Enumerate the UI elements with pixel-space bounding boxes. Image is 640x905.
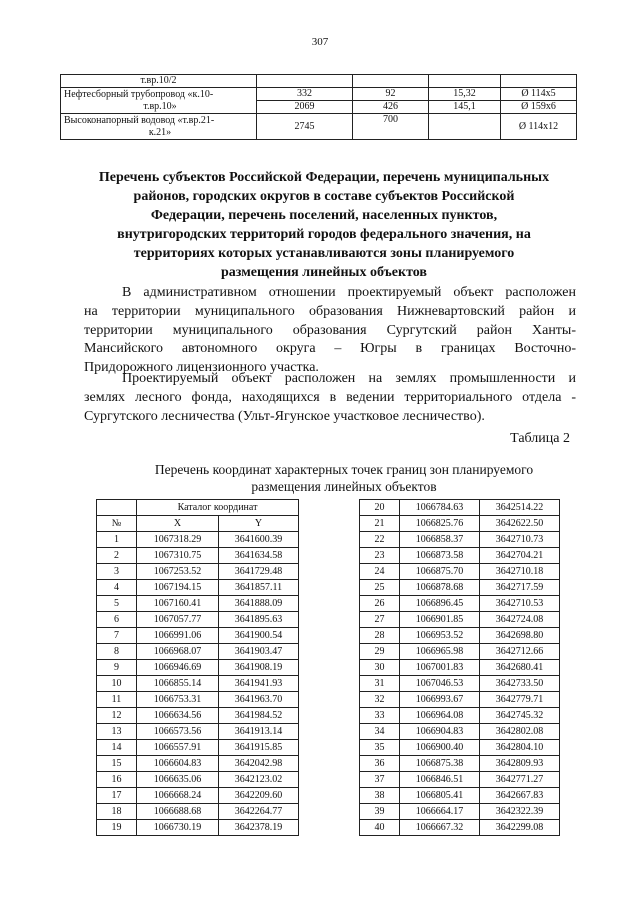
table-row	[360, 804, 560, 820]
point-number: 34	[360, 724, 400, 740]
table-cell	[429, 88, 501, 114]
y-coordinate: 3642322.39	[480, 804, 560, 820]
y-coordinate: 3642622.50	[480, 516, 560, 532]
point-number: 5	[97, 596, 137, 612]
x-coordinate: 1067057.77	[137, 612, 219, 628]
coordinates-table-right	[359, 499, 560, 836]
paragraph-line: территории муниципального образования Сургутский район Ханты-	[84, 322, 576, 338]
pipeline-table	[60, 74, 577, 140]
y-coordinate: 3642809.93	[480, 756, 560, 772]
point-number: 38	[360, 788, 400, 804]
table-cell	[429, 114, 501, 140]
table-row	[360, 580, 560, 596]
x-coordinate: 1066875.38	[400, 756, 480, 772]
x-coordinate: 1066968.07	[137, 644, 219, 660]
table-row	[61, 114, 577, 140]
table-cell: т.вр.10/2	[61, 75, 257, 88]
x-coordinate: 1066873.58	[400, 548, 480, 564]
table-cell: 700	[353, 114, 429, 140]
pipeline-name-line: Высоконапорный водовод «т.вр.21-	[64, 114, 215, 126]
pipeline-name	[61, 88, 257, 114]
table-row	[360, 660, 560, 676]
y-coordinate: 3641600.39	[219, 532, 299, 548]
point-number: 27	[360, 612, 400, 628]
point-number: 28	[360, 628, 400, 644]
point-number: 4	[97, 580, 137, 596]
y-coordinate: 3642771.27	[480, 772, 560, 788]
paragraph-line: Сургутского лесничества (Ульт-Ягунское участковое лесничество).	[84, 408, 485, 424]
table-row	[97, 628, 299, 644]
table-cell: 2745	[257, 114, 353, 140]
table-cell	[353, 75, 429, 88]
table-row	[360, 820, 560, 836]
x-coordinate: 1066753.31	[137, 692, 219, 708]
point-number: 31	[360, 676, 400, 692]
column-header-y: Y	[219, 516, 299, 532]
y-coordinate: 3642378.19	[219, 820, 299, 836]
point-number: 20	[360, 500, 400, 516]
cell-value: 2069	[257, 100, 352, 113]
table-cell	[429, 75, 501, 88]
header-row	[97, 500, 299, 516]
table-cell	[353, 88, 429, 114]
x-coordinate: 1067253.52	[137, 564, 219, 580]
table-row	[61, 75, 577, 88]
table-row	[360, 612, 560, 628]
table-row	[360, 628, 560, 644]
x-coordinate: 1066825.76	[400, 516, 480, 532]
point-number: 32	[360, 692, 400, 708]
heading-line: Федерации, перечень поселений, населенных пунктов,	[150, 208, 498, 223]
cell-value: 426	[353, 100, 428, 113]
x-coordinate: 1066855.14	[137, 676, 219, 692]
table-row	[360, 772, 560, 788]
y-coordinate: 3642802.08	[480, 724, 560, 740]
table-row	[97, 644, 299, 660]
section-heading	[70, 168, 578, 282]
heading-line: Перечень субъектов Российской Федерации, перечень муниципальных	[98, 170, 550, 185]
table-row	[360, 548, 560, 564]
point-number: 7	[97, 628, 137, 644]
cell-value: 145,1	[429, 100, 500, 113]
point-number: 3	[97, 564, 137, 580]
point-number: 8	[97, 644, 137, 660]
point-number: 35	[360, 740, 400, 756]
x-coordinate: 1066946.69	[137, 660, 219, 676]
table-row	[97, 564, 299, 580]
table-row	[97, 740, 299, 756]
table-row	[360, 676, 560, 692]
point-number: 18	[97, 804, 137, 820]
table-row	[360, 692, 560, 708]
point-number: 1	[97, 532, 137, 548]
table-cell	[501, 88, 577, 114]
y-coordinate: 3642704.21	[480, 548, 560, 564]
table-row	[360, 788, 560, 804]
y-coordinate: 3641941.93	[219, 676, 299, 692]
table-row	[97, 692, 299, 708]
x-coordinate: 1066904.83	[400, 724, 480, 740]
x-coordinate: 1067046.53	[400, 676, 480, 692]
y-coordinate: 3642779.71	[480, 692, 560, 708]
y-coordinate: 3642804.10	[480, 740, 560, 756]
table-row	[97, 580, 299, 596]
table-cell	[501, 75, 577, 88]
heading-line: размещения линейных объектов	[221, 265, 427, 280]
point-number: 14	[97, 740, 137, 756]
table-cell: Ø 114х12	[501, 114, 577, 140]
point-number: 11	[97, 692, 137, 708]
y-coordinate: 3642710.18	[480, 564, 560, 580]
x-coordinate: 1066965.98	[400, 644, 480, 660]
table-row	[360, 532, 560, 548]
x-coordinate: 1066878.68	[400, 580, 480, 596]
point-number: 25	[360, 580, 400, 596]
y-coordinate: 3642680.41	[480, 660, 560, 676]
x-coordinate: 1066846.51	[400, 772, 480, 788]
cell-value: 332	[297, 88, 312, 99]
y-coordinate: 3642123.02	[219, 772, 299, 788]
x-coordinate: 1066635.06	[137, 772, 219, 788]
x-coordinate: 1067160.41	[137, 596, 219, 612]
y-coordinate: 3642698.80	[480, 628, 560, 644]
table-row	[61, 88, 577, 114]
x-coordinate: 1066557.91	[137, 740, 219, 756]
point-number: 16	[97, 772, 137, 788]
x-coordinate: 1067194.15	[137, 580, 219, 596]
point-number: 19	[97, 820, 137, 836]
y-coordinate: 3642717.59	[480, 580, 560, 596]
table-row	[360, 724, 560, 740]
pipeline-name	[61, 114, 257, 140]
point-number: 21	[360, 516, 400, 532]
x-coordinate: 1066991.06	[137, 628, 219, 644]
x-coordinate: 1066858.37	[400, 532, 480, 548]
coordinates-body	[360, 500, 560, 836]
y-coordinate: 3641857.11	[219, 580, 299, 596]
x-coordinate: 1066896.45	[400, 596, 480, 612]
point-number: 6	[97, 612, 137, 628]
table-row	[97, 804, 299, 820]
point-number: 40	[360, 820, 400, 836]
y-coordinate: 3642667.83	[480, 788, 560, 804]
y-coordinate: 3641913.14	[219, 724, 299, 740]
table-row	[360, 756, 560, 772]
point-number: 29	[360, 644, 400, 660]
table-caption	[70, 461, 618, 495]
table-row	[97, 724, 299, 740]
paragraph-line: Придорожного лицензионного участка.	[84, 360, 319, 376]
table-row	[360, 596, 560, 612]
x-coordinate: 1066668.24	[137, 788, 219, 804]
y-coordinate: 3642209.60	[219, 788, 299, 804]
x-coordinate: 1066667.32	[400, 820, 480, 836]
point-number: 36	[360, 756, 400, 772]
table-row	[360, 564, 560, 580]
x-coordinate: 1066900.40	[400, 740, 480, 756]
caption-line: Перечень координат характерных точек границ зон планируемого	[154, 462, 534, 477]
point-number: 23	[360, 548, 400, 564]
x-coordinate: 1066964.08	[400, 708, 480, 724]
table-row	[97, 660, 299, 676]
heading-line: районов, городских округов в составе субъектов Российской	[133, 189, 515, 204]
point-number: 10	[97, 676, 137, 692]
y-coordinate: 3641900.54	[219, 628, 299, 644]
x-coordinate: 1067318.29	[137, 532, 219, 548]
catalog-header: Каталог координат	[137, 500, 299, 516]
table-row	[97, 772, 299, 788]
y-coordinate: 3642299.08	[480, 820, 560, 836]
x-coordinate: 1066604.83	[137, 756, 219, 772]
x-coordinate: 1067001.83	[400, 660, 480, 676]
point-number: 2	[97, 548, 137, 564]
x-coordinate: 1067310.75	[137, 548, 219, 564]
column-header-x: X	[137, 516, 219, 532]
table-row	[97, 820, 299, 836]
y-coordinate: 3641963.70	[219, 692, 299, 708]
heading-line: внутригородских территорий городов федерального значения, на	[117, 227, 531, 242]
table-row	[97, 596, 299, 612]
table-number: Таблица 2	[510, 431, 570, 446]
y-coordinate: 3641634.58	[219, 548, 299, 564]
column-header-number: №	[97, 516, 137, 532]
paragraph-line: на территории муниципального образования Нижневартовский район и	[84, 303, 576, 319]
table-row	[360, 644, 560, 660]
y-coordinate: 3641903.47	[219, 644, 299, 660]
x-coordinate: 1066993.67	[400, 692, 480, 708]
heading-line: территориях которых устанавливаются зоны планируемого	[133, 246, 515, 261]
table-row	[360, 708, 560, 724]
table-cell	[257, 75, 353, 88]
y-coordinate: 3642724.08	[480, 612, 560, 628]
header-cell	[97, 500, 137, 516]
table-row	[97, 788, 299, 804]
pipeline-name-line: Нефтесборный трубопровод «к.10-	[64, 88, 214, 100]
paragraph-line: Мансийского автономного округа – Югры в границах Восточно-	[84, 341, 576, 357]
y-coordinate: 3642042.98	[219, 756, 299, 772]
table-row	[97, 676, 299, 692]
x-coordinate: 1066730.19	[137, 820, 219, 836]
point-number: 9	[97, 660, 137, 676]
x-coordinate: 1066573.56	[137, 724, 219, 740]
table-row	[360, 500, 560, 516]
paragraph-location	[84, 284, 576, 378]
paragraph-line: В административном отношении проектируемый объект расположен	[122, 285, 576, 300]
point-number: 30	[360, 660, 400, 676]
x-coordinate: 1066953.52	[400, 628, 480, 644]
y-coordinate: 3642745.32	[480, 708, 560, 724]
coordinates-table-left	[96, 499, 299, 836]
y-coordinate: 3642733.50	[480, 676, 560, 692]
y-coordinate: 3641729.48	[219, 564, 299, 580]
table-row	[97, 756, 299, 772]
point-number: 22	[360, 532, 400, 548]
point-number: 17	[97, 788, 137, 804]
x-coordinate: 1066664.17	[400, 804, 480, 820]
x-coordinate: 1066784.63	[400, 500, 480, 516]
header-row	[97, 516, 299, 532]
paragraph-line: Проектируемый объект расположен на землях промышленности и	[122, 371, 576, 386]
y-coordinate: 3641908.19	[219, 660, 299, 676]
table-cell	[257, 88, 353, 114]
y-coordinate: 3642514.22	[480, 500, 560, 516]
point-number: 15	[97, 756, 137, 772]
caption-line: размещения линейных объектов	[251, 479, 437, 494]
point-number: 33	[360, 708, 400, 724]
x-coordinate: 1066805.41	[400, 788, 480, 804]
y-coordinate: 3642710.73	[480, 532, 560, 548]
cell-value: 92	[385, 88, 396, 99]
y-coordinate: 3642264.77	[219, 804, 299, 820]
table-row	[360, 740, 560, 756]
point-number: 12	[97, 708, 137, 724]
table-row	[97, 532, 299, 548]
y-coordinate: 3641915.85	[219, 740, 299, 756]
y-coordinate: 3642712.66	[480, 644, 560, 660]
table-row	[360, 516, 560, 532]
paragraph-lands	[84, 370, 576, 426]
x-coordinate: 1066875.70	[400, 564, 480, 580]
point-number: 39	[360, 804, 400, 820]
x-coordinate: 1066634.56	[137, 708, 219, 724]
point-number: 13	[97, 724, 137, 740]
paragraph-line: землях лесного фонда, находящихся в ведении территориального отдела -	[84, 389, 576, 405]
point-number: 24	[360, 564, 400, 580]
x-coordinate: 1066901.85	[400, 612, 480, 628]
point-number: 37	[360, 772, 400, 788]
y-coordinate: 3642710.53	[480, 596, 560, 612]
cell-value: 15,32	[453, 88, 476, 99]
pipeline-name-line: к.21»	[148, 126, 172, 138]
cell-value: Ø 114х5	[521, 88, 556, 99]
table-row	[97, 612, 299, 628]
y-coordinate: 3641888.09	[219, 596, 299, 612]
pipeline-name-line: т.вр.10»	[143, 100, 177, 112]
cell-value: Ø 159х6	[501, 100, 576, 113]
page-number: 307	[311, 36, 329, 48]
y-coordinate: 3641984.52	[219, 708, 299, 724]
table-row	[97, 548, 299, 564]
y-coordinate: 3641895.63	[219, 612, 299, 628]
point-number: 26	[360, 596, 400, 612]
x-coordinate: 1066688.68	[137, 804, 219, 820]
coordinates-body	[97, 532, 299, 836]
table-row	[97, 708, 299, 724]
